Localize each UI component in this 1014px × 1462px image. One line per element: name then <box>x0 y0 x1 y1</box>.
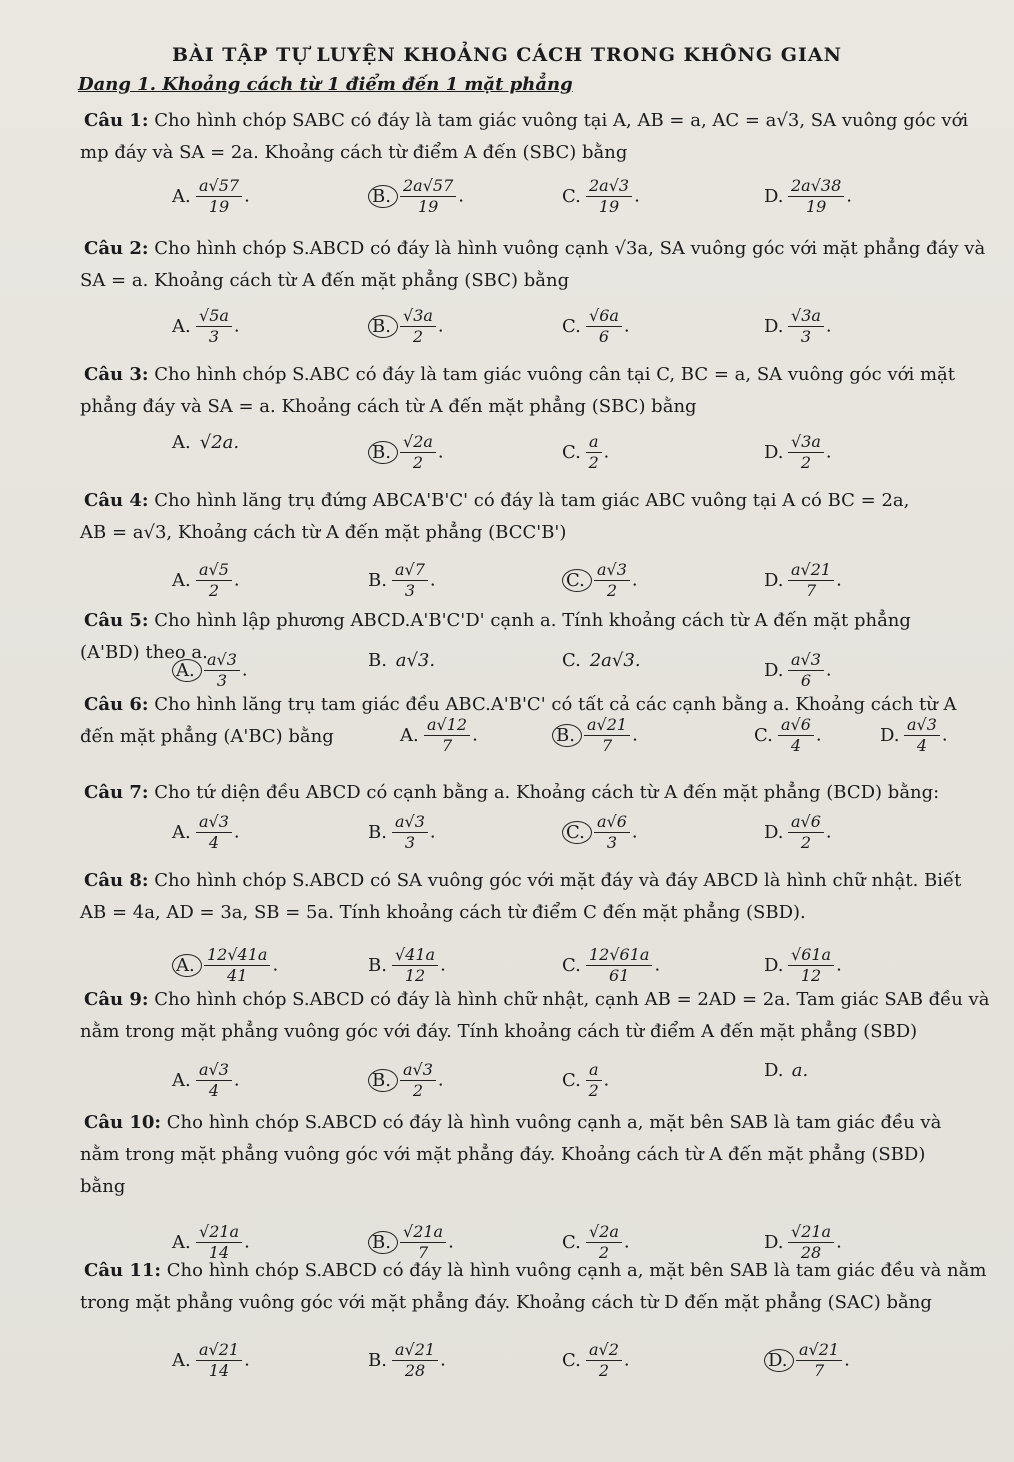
option-label: D. <box>764 185 784 207</box>
numerator: a√21 <box>796 1340 842 1361</box>
answer-option: D. $\frac{√3a}{2}$ . <box>764 432 832 472</box>
question-text: Cho hình lập phương ABCD.A'B'C'D' cạnh a. Tính khoảng cách từ A đến mặt phẳng <box>154 610 911 631</box>
question-text: AB = 4a, AD = 3a, SB = 5a. Tính khoảng cách từ điểm C đến mặt phẳng (SBD). <box>80 902 806 923</box>
question-text-line <box>84 1256 986 1286</box>
fraction <box>196 306 232 347</box>
option-label: D. <box>880 724 900 746</box>
answer-option: D. $\frac{√21a}{28}$ . <box>764 1222 842 1262</box>
fraction <box>594 560 630 601</box>
fraction <box>196 1060 232 1101</box>
option-label: B. <box>368 650 387 671</box>
question-text: Cho hình chóp S.ABCD có đáy là hình vuông cạnh a, mặt bên SAB là tam giác đều và nằm <box>166 1260 987 1281</box>
denominator: 28 <box>404 1361 426 1380</box>
question-text: Cho tứ diện đều ABCD có cạnh bằng a. Khoảng cách từ A đến mặt phẳng (BCD) bằng: <box>154 782 940 803</box>
question-text: Cho hình chóp S.ABC có đáy là tam giác vuông cân tại C, BC = a, SA vuông góc với mặt <box>154 364 955 385</box>
option-label: D. <box>764 1231 784 1253</box>
answer-option: B. $\frac{√3a}{2}$ . <box>368 306 444 347</box>
option-label: A. <box>172 432 191 453</box>
fraction <box>788 650 824 691</box>
answer-option <box>562 650 641 671</box>
fraction <box>788 306 824 347</box>
fraction <box>400 306 436 347</box>
question-text-line <box>80 722 334 752</box>
answer-option: A. $\frac{a√3}{4}$ . <box>172 812 240 852</box>
option-value: √2a. <box>194 432 240 453</box>
denominator: 7 <box>441 736 453 755</box>
question-text: Cho hình chóp S.ABCD có đáy là hình chữ nhật, cạnh AB = 2AD = 2a. Tam giác SAB đều và <box>154 989 990 1010</box>
answer-option: C. $\frac{a√2}{2}$ . <box>562 1340 630 1380</box>
answer-option: C. $\frac{a}{2}$ . <box>562 1060 610 1100</box>
fraction <box>594 812 630 853</box>
fraction <box>196 176 242 217</box>
answer-option: A. $\frac{a√57}{19}$ . <box>172 176 250 216</box>
denominator: 2 <box>606 581 618 600</box>
denominator: 19 <box>598 197 620 216</box>
question-number: Câu 2: <box>84 238 149 259</box>
numerator: a√3 <box>594 560 630 581</box>
question-number: Câu 4: <box>84 490 149 511</box>
numerator: a√57 <box>196 176 242 197</box>
question-text: SA = a. Khoảng cách từ A đến mặt phẳng (SBC) bằng <box>80 270 570 291</box>
denominator: 3 <box>404 581 416 600</box>
answer-option: D. $\frac{a√21}{7}$ . <box>764 1340 850 1381</box>
denominator: 3 <box>216 671 228 690</box>
fraction <box>788 945 834 986</box>
fraction <box>788 176 844 217</box>
numerator: a√6 <box>788 812 824 833</box>
question-text-line <box>80 392 697 422</box>
numerator: √3a <box>400 306 436 327</box>
option-label: C. <box>562 1349 581 1371</box>
question-text-line <box>80 898 806 928</box>
numerator: √6a <box>586 306 622 327</box>
question-text: AB = a√3, Khoảng cách từ A đến mặt phẳng (BCC'B') <box>80 522 567 543</box>
answer-option: A. $\frac{a√12}{7}$ . <box>400 715 478 755</box>
answer-option: A. $\frac{12√41a}{41}$ . <box>172 945 278 986</box>
numerator: √3a <box>788 432 824 453</box>
option-label: D. <box>764 659 784 681</box>
fraction <box>392 560 428 601</box>
question-number: Câu 8: <box>84 870 149 891</box>
option-label: B. <box>368 954 387 976</box>
fraction <box>586 1060 602 1101</box>
question-text: mp đáy và SA = 2a. Khoảng cách từ điểm A đến (SBC) bằng <box>80 142 628 163</box>
numerator: a <box>586 432 602 453</box>
fraction <box>796 1340 842 1381</box>
denominator: 19 <box>417 197 439 216</box>
denominator: 14 <box>208 1243 230 1262</box>
option-label: A. <box>400 724 419 746</box>
question-text: trong mặt phẳng vuông góc với mặt phẳng đáy. Khoảng cách từ D đến mặt phẳng (SAC) bằng <box>80 1292 932 1313</box>
answer-option: C. $\frac{a√6}{4}$ . <box>754 715 822 755</box>
question-number: Câu 3: <box>84 364 149 385</box>
answer-option: D. $\frac{√61a}{12}$ . <box>764 945 842 985</box>
option-label: D. <box>764 1060 784 1081</box>
fraction <box>788 812 824 853</box>
numerator: √21a <box>788 1222 834 1243</box>
answer-option: B. $\frac{a√21}{7}$ . <box>552 715 638 756</box>
numerator: a√7 <box>392 560 428 581</box>
option-label: D. <box>764 1349 794 1372</box>
option-label: A. <box>172 1069 191 1091</box>
option-label: C. <box>562 821 592 844</box>
option-label: A. <box>172 821 191 843</box>
denominator: 6 <box>800 671 812 690</box>
fraction <box>400 176 456 217</box>
answer-option: D. $\frac{a√21}{7}$ . <box>764 560 842 600</box>
answer-option: A. $\frac{a√21}{14}$ . <box>172 1340 250 1380</box>
option-label: B. <box>368 185 398 208</box>
fraction <box>586 1340 622 1381</box>
fraction <box>424 715 470 756</box>
answer-option: B. $\frac{√41a}{12}$ . <box>368 945 446 985</box>
fraction <box>204 650 240 691</box>
question-text-line <box>80 1017 917 1047</box>
numerator: a√21 <box>584 715 630 736</box>
answer-option: A. $\frac{a√3}{3}$ . <box>172 650 248 691</box>
option-label: D. <box>764 821 784 843</box>
answer-option: C. $\frac{a√3}{2}$ . <box>562 560 638 601</box>
numerator: 2a√3 <box>586 176 632 197</box>
fraction <box>204 945 270 986</box>
answer-option: B. $\frac{2a√57}{19}$ . <box>368 176 464 217</box>
question-number: Câu 11: <box>84 1260 162 1281</box>
numerator: a <box>586 1060 602 1081</box>
denominator: 2 <box>598 1243 610 1262</box>
denominator: 3 <box>404 833 416 852</box>
answer-option: D. $\frac{a√3}{6}$ . <box>764 650 832 690</box>
question-text-line <box>80 266 569 296</box>
question-text: (A'BD) theo a. <box>80 642 208 663</box>
denominator: 19 <box>805 197 827 216</box>
denominator: 12 <box>800 966 822 985</box>
answer-option: B. $\frac{a√3}{2}$ . <box>368 1060 444 1101</box>
option-label: B. <box>368 1231 398 1254</box>
answer-option: C. $\frac{√6a}{6}$ . <box>562 306 630 346</box>
option-label: B. <box>368 569 387 591</box>
question-text-line <box>80 1140 925 1170</box>
denominator: 2 <box>412 453 424 472</box>
question-text-line <box>80 138 627 168</box>
fraction <box>400 1060 436 1101</box>
numerator: a√21 <box>196 1340 242 1361</box>
option-label: A. <box>172 1231 191 1253</box>
answer-option: C. $\frac{12√61a}{61}$ . <box>562 945 661 985</box>
question-text-line <box>84 486 909 516</box>
numerator: √5a <box>196 306 232 327</box>
option-label: C. <box>754 724 773 746</box>
fraction <box>392 945 438 986</box>
fraction <box>904 715 940 756</box>
denominator: 4 <box>790 736 802 755</box>
fraction <box>788 560 834 601</box>
page-title: BÀI TẬP TỰ LUYỆN KHOẢNG CÁCH TRONG KHÔNG GIAN <box>172 44 842 66</box>
numerator: 12√61a <box>586 945 652 966</box>
option-label: B. <box>368 1349 387 1371</box>
question-text-line <box>84 234 985 264</box>
numerator: a√3 <box>788 650 824 671</box>
answer-option: B. $\frac{√2a}{2}$ . <box>368 432 444 473</box>
numerator: a√3 <box>196 812 232 833</box>
option-label: C. <box>562 441 581 463</box>
numerator: a√3 <box>400 1060 436 1081</box>
option-label: A. <box>172 185 191 207</box>
question-text-line <box>80 1172 125 1202</box>
numerator: a√5 <box>196 560 232 581</box>
option-label: A. <box>172 954 202 977</box>
fraction <box>392 812 428 853</box>
answer-option: A. $\frac{a√5}{2}$ . <box>172 560 240 600</box>
option-label: D. <box>764 441 784 463</box>
question-text-line <box>84 866 961 896</box>
option-label: C. <box>562 315 581 337</box>
denominator: 7 <box>805 581 817 600</box>
denominator: 14 <box>208 1361 230 1380</box>
denominator: 4 <box>208 1081 220 1100</box>
question-text: đến mặt phẳng (A'BC) bằng <box>80 726 334 747</box>
numerator: a√3 <box>204 650 240 671</box>
question-text-line <box>84 106 968 136</box>
answer-option: D. $\frac{2a√38}{19}$ . <box>764 176 853 216</box>
denominator: 3 <box>606 833 618 852</box>
denominator: 7 <box>417 1243 429 1262</box>
option-value: 2a√3. <box>584 650 641 671</box>
numerator: √21a <box>400 1222 446 1243</box>
question-text: nằm trong mặt phẳng vuông góc với mặt phẳng đáy. Khoảng cách từ A đến mặt phẳng (SBD) <box>80 1144 926 1165</box>
answer-option: D. $\frac{√3a}{3}$ . <box>764 306 832 346</box>
numerator: √21a <box>196 1222 242 1243</box>
option-label: A. <box>172 315 191 337</box>
question-number: Câu 5: <box>84 610 149 631</box>
denominator: 7 <box>601 736 613 755</box>
question-text: nằm trong mặt phẳng vuông góc với đáy. Tính khoảng cách từ điểm A đến mặt phẳng (SBD) <box>80 1021 918 1042</box>
option-label: C. <box>562 569 592 592</box>
option-label: A. <box>172 569 191 591</box>
answer-option <box>764 1060 808 1081</box>
option-label: D. <box>764 315 784 337</box>
question-text-line <box>80 518 566 548</box>
numerator: √61a <box>788 945 834 966</box>
denominator: 2 <box>588 453 599 472</box>
answer-option: C. $\frac{a√6}{3}$ . <box>562 812 638 853</box>
option-label: C. <box>562 954 581 976</box>
answer-option <box>172 432 239 453</box>
option-value: a√3. <box>390 650 436 671</box>
answer-option: D. $\frac{a√6}{2}$ . <box>764 812 832 852</box>
option-label: A. <box>172 1349 191 1371</box>
fraction <box>586 176 632 217</box>
option-value: a. <box>786 1060 809 1081</box>
denominator: 4 <box>916 736 928 755</box>
denominator: 2 <box>800 833 812 852</box>
fraction <box>586 945 652 986</box>
option-label: D. <box>764 954 784 976</box>
numerator: √3a <box>788 306 824 327</box>
option-label: D. <box>764 569 784 591</box>
numerator: a√6 <box>778 715 814 736</box>
fraction <box>586 432 602 473</box>
numerator: a√3 <box>392 812 428 833</box>
numerator: a√21 <box>788 560 834 581</box>
section-heading: Dang 1. Khoảng cách từ 1 điểm đến 1 mặt phẳng <box>78 74 573 95</box>
numerator: 2a√38 <box>788 176 844 197</box>
answer-option: C. $\frac{√2a}{2}$ . <box>562 1222 630 1262</box>
question-text-line <box>84 606 911 636</box>
numerator: 2a√57 <box>400 176 456 197</box>
denominator: 3 <box>208 327 220 346</box>
question-text-line <box>84 985 989 1015</box>
question-number: Câu 10: <box>84 1112 162 1133</box>
denominator: 2 <box>412 327 424 346</box>
answer-option: C. $\frac{2a√3}{19}$ . <box>562 176 640 216</box>
question-number: Câu 9: <box>84 989 149 1010</box>
question-text-line <box>84 1108 941 1138</box>
question-text: Cho hình chóp S.ABCD có đáy là hình vuông cạnh a, mặt bên SAB là tam giác đều và <box>166 1112 942 1133</box>
option-label: B. <box>368 1069 398 1092</box>
answer-option: B. $\frac{√21a}{7}$ . <box>368 1222 454 1263</box>
option-label: B. <box>552 724 582 747</box>
question-text-line <box>84 690 957 720</box>
denominator: 2 <box>588 1081 599 1100</box>
denominator: 19 <box>208 197 230 216</box>
question-text: Cho hình chóp SABC có đáy là tam giác vuông tại A, AB = a, AC = a√3, SA vuông góc với <box>154 110 969 131</box>
denominator: 2 <box>412 1081 424 1100</box>
denominator: 2 <box>598 1361 610 1380</box>
fraction <box>196 812 232 853</box>
question-text: Cho hình chóp S.ABCD có SA vuông góc với mặt đáy và đáy ABCD là hình chữ nhật. Biết <box>154 870 962 891</box>
numerator: √2a <box>586 1222 622 1243</box>
answer-option: D. $\frac{a√3}{4}$ . <box>880 715 948 755</box>
numerator: √2a <box>400 432 436 453</box>
answer-option: B. $\frac{a√3}{3}$ . <box>368 812 436 852</box>
numerator: √41a <box>392 945 438 966</box>
option-label: B. <box>368 315 398 338</box>
numerator: a√6 <box>594 812 630 833</box>
question-text-line <box>84 360 955 390</box>
denominator: 2 <box>800 453 812 472</box>
question-text: Cho hình lăng trụ tam giác đều ABC.A'B'C' có tất cả các cạnh bằng a. Khoảng cách từ A <box>154 694 957 715</box>
denominator: 12 <box>404 966 426 985</box>
answer-option: A. $\frac{√21a}{14}$ . <box>172 1222 250 1262</box>
fraction <box>400 432 436 473</box>
answer-option <box>368 650 435 671</box>
answer-option: B. $\frac{a√7}{3}$ . <box>368 560 436 600</box>
denominator: 41 <box>227 966 248 985</box>
fraction <box>778 715 814 756</box>
fraction <box>586 306 622 347</box>
denominator: 4 <box>208 833 220 852</box>
denominator: 6 <box>598 327 610 346</box>
answer-option: A. $\frac{√5a}{3}$ . <box>172 306 240 346</box>
numerator: 12√41a <box>204 945 270 966</box>
fraction <box>196 1340 242 1381</box>
option-label: A. <box>172 659 202 682</box>
option-label: C. <box>562 1069 581 1091</box>
question-text: Cho hình chóp S.ABCD có đáy là hình vuông cạnh √3a, SA vuông góc với mặt phẳng đáy và <box>154 238 986 259</box>
option-label: C. <box>562 185 581 207</box>
fraction <box>584 715 630 756</box>
option-label: C. <box>562 1231 581 1253</box>
denominator: 7 <box>813 1361 825 1380</box>
question-text: phẳng đáy và SA = a. Khoảng cách từ A đến mặt phẳng (SBC) bằng <box>80 396 697 417</box>
fraction <box>392 1340 438 1381</box>
denominator: 28 <box>800 1243 822 1262</box>
question-number: Câu 6: <box>84 694 149 715</box>
fraction <box>788 432 824 473</box>
option-label: B. <box>368 821 387 843</box>
denominator: 3 <box>800 327 812 346</box>
question-text: bằng <box>80 1176 126 1197</box>
question-text-line <box>80 1288 932 1318</box>
question-number: Câu 7: <box>84 782 149 803</box>
answer-option: A. $\frac{a√3}{4}$ . <box>172 1060 240 1100</box>
numerator: a√3 <box>196 1060 232 1081</box>
option-label: B. <box>368 441 398 464</box>
question-number: Câu 1: <box>84 110 149 131</box>
numerator: a√12 <box>424 715 470 736</box>
numerator: a√3 <box>904 715 940 736</box>
question-text: Cho hình lăng trụ đứng ABCA'B'C' có đáy là tam giác ABC vuông tại A có BC = 2a, <box>154 490 910 511</box>
answer-option: B. $\frac{a√21}{28}$ . <box>368 1340 446 1380</box>
denominator: 2 <box>208 581 220 600</box>
question-text-line <box>84 778 939 808</box>
numerator: a√2 <box>586 1340 622 1361</box>
denominator: 61 <box>609 966 630 985</box>
numerator: a√21 <box>392 1340 438 1361</box>
fraction <box>196 560 232 601</box>
answer-option: C. $\frac{a}{2}$ . <box>562 432 610 472</box>
option-label: C. <box>562 650 581 671</box>
